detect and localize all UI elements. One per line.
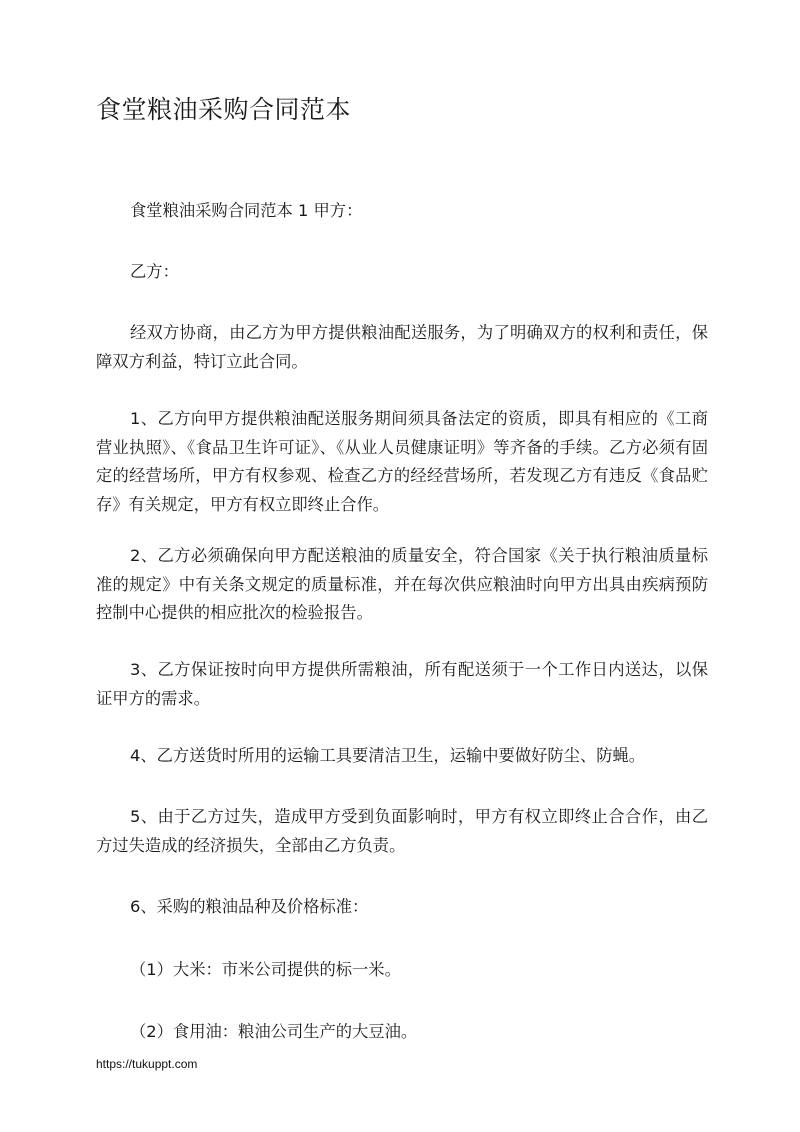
paragraph-party-b: 乙方：: [130, 262, 179, 281]
paragraph-item-rice: （1）大米：市米公司提供的标一米。: [130, 960, 401, 979]
document-title: 食堂粮油采购合同范本: [96, 95, 352, 124]
footer-url: https://tukuppt.com: [96, 1057, 198, 1071]
paragraph-clause-3: 3、乙方保证按时向甲方提供所需粮油，所有配送须于一个工作日内送达，以保证甲方的需求。: [96, 660, 708, 708]
paragraph-preamble: 经双方协商，由乙方为甲方提供粮油配送服务，为了明确双方的权利和责任，保障双方利益，特订立此合同。: [96, 323, 708, 371]
paragraph-clause-5: 5、由于乙方过失，造成甲方受到负面影响时，甲方有权立即终止合合作，由乙方过失造成的经济损失，全部由乙方负责。: [96, 807, 708, 855]
paragraph-clause-2: 2、乙方必须确保向甲方配送粮油的质量安全，符合国家《关于执行粮油质量标准的规定》中有关条文规定的质量标准，并在每次供应粮油时向甲方出具由疾病预防控制中心提供的相应批次的检验报告。: [96, 546, 708, 622]
paragraph-clause-6: 6、采购的粮油品种及价格标准：: [130, 897, 369, 916]
paragraph-clause-1: 1、乙方向甲方提供粮油配送服务期间须具备法定的资质，即具有相应的《工商营业执照》、《食品卫生许可证》、《从业人员健康证明》等齐备的手续。乙方必须有固定的经营场所，甲方有权参观、检查乙方的经经营场所，若发现乙方有违反《食品贮存》有关规定，甲方有权立即终止合作。: [96, 409, 708, 514]
paragraph-party-a: 食堂粮油采购合同范本 1 甲方：: [130, 201, 363, 220]
paragraph-item-oil: （2）食用油：粮油公司生产的大豆油。: [130, 1022, 418, 1041]
paragraph-clause-4: 4、乙方送货时所用的运输工具要清洁卫生，运输中要做好防尘、防蝇。: [130, 746, 646, 765]
